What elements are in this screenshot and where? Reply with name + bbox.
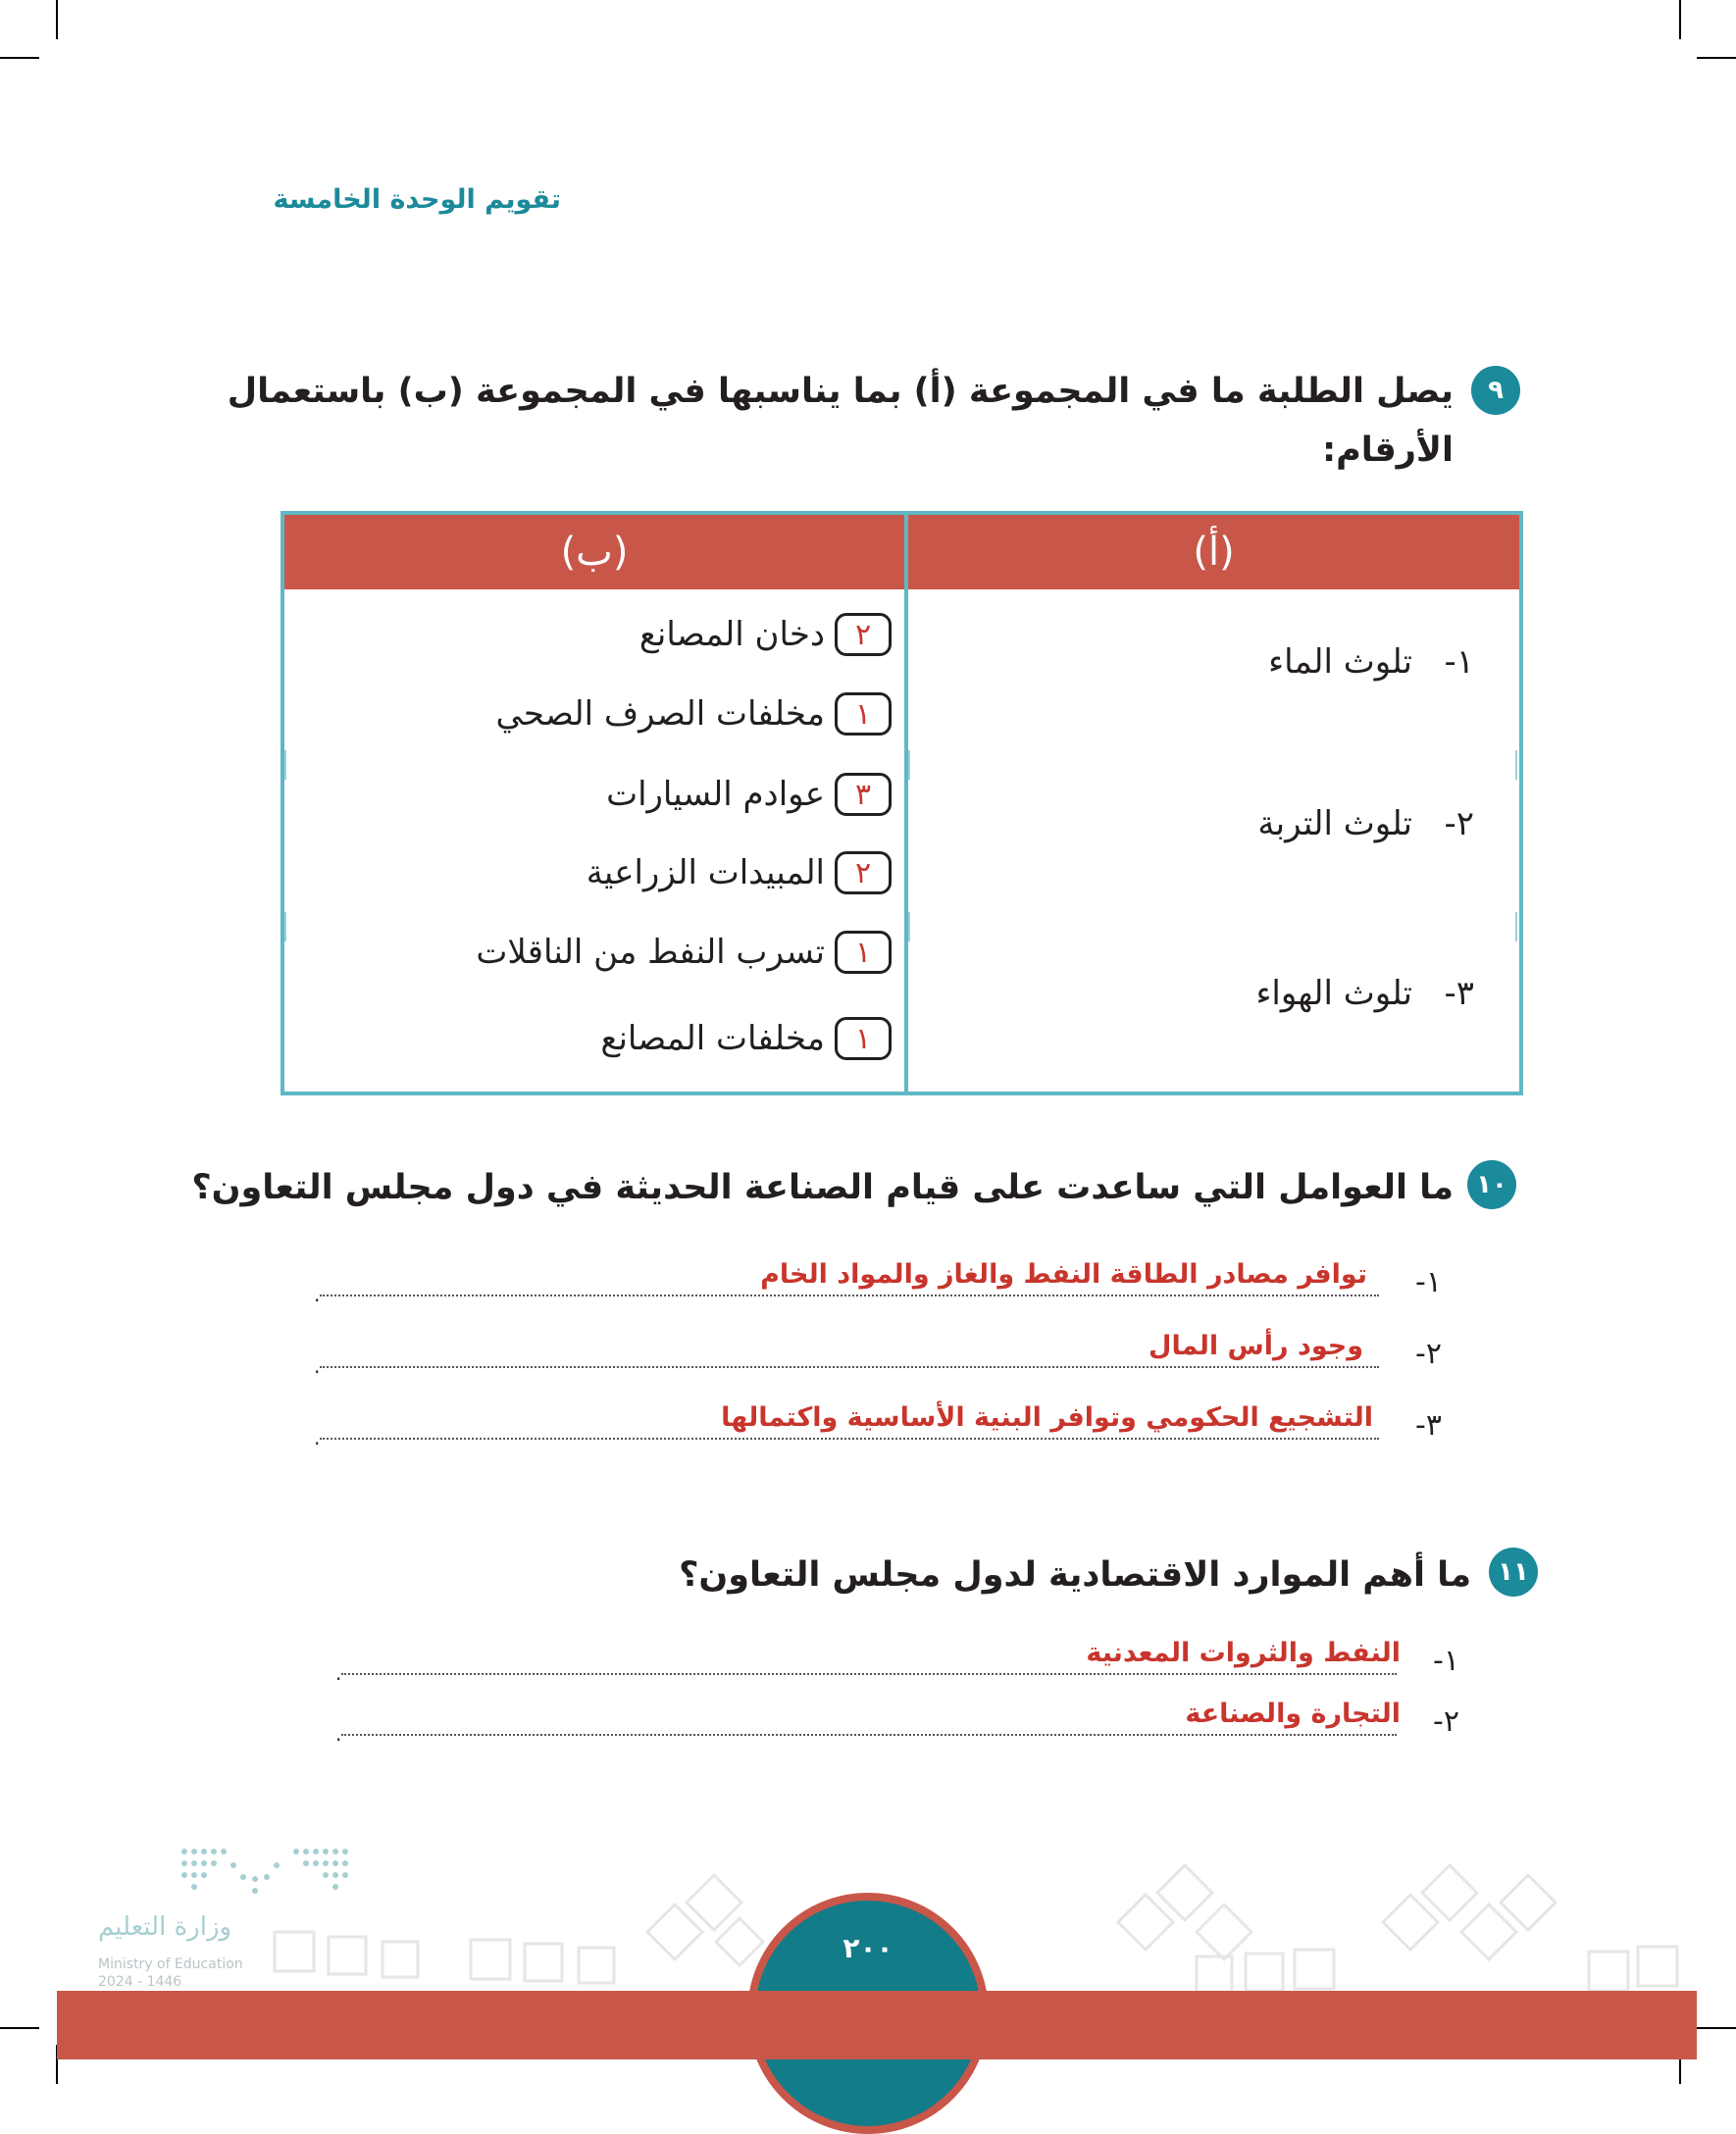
q10-answer-1: ١- توافر مصادر الطاقة النفط والغاز والمواد الخام . <box>314 1259 1442 1306</box>
answer-box[interactable]: ٢ <box>835 851 892 894</box>
col-b-item: ٣ عوادم السيارات <box>606 773 892 816</box>
table-header <box>284 515 1519 589</box>
separator-tick <box>1515 912 1517 941</box>
q11-answer-2: ٢- التجارة والصناعة . <box>335 1699 1459 1746</box>
footer-bar <box>57 1991 1697 2059</box>
answer-box[interactable]: ١ <box>835 692 892 736</box>
crop-mark <box>0 2027 39 2029</box>
answer-line <box>341 1734 1397 1736</box>
col-b-item: ١ مخلفات المصانع <box>600 1017 892 1060</box>
col-a-header: (أ) <box>1193 530 1235 575</box>
ministry-logo-dots <box>179 1844 355 1898</box>
column-divider <box>904 515 908 1092</box>
separator-tick <box>908 912 910 941</box>
question-9-line1: يصل الطلبة ما في المجموعة (أ) بما يناسبها في المجموعة (ب) باستعمال <box>227 372 1454 411</box>
col-a-item: ٣- تلوث الهواء <box>1255 974 1474 1013</box>
q10-answer-2: ٢- وجود رأس المال . <box>314 1331 1442 1378</box>
separator-tick <box>284 750 286 780</box>
q11-answer-1: ١- النفط والثروات المعدنية . <box>335 1638 1459 1685</box>
question-10-text: ما العوامل التي ساعدت على قيام الصناعة الحديثة في دول مجلس التعاون؟ <box>191 1168 1454 1207</box>
col-a-item: ٢- تلوث التربة <box>1257 804 1474 843</box>
separator-tick <box>284 912 286 941</box>
separator-tick <box>908 750 910 780</box>
answer-line <box>320 1438 1379 1440</box>
answer-box[interactable]: ٣ <box>835 773 892 816</box>
page-header: تقويم الوحدة الخامسة <box>273 184 561 215</box>
col-b-item: ٢ المبيدات الزراعية <box>587 851 892 894</box>
answer-text[interactable]: توافر مصادر الطاقة النفط والغاز والمواد الخام <box>760 1259 1367 1290</box>
question-11-number: ١١ <box>1489 1548 1538 1597</box>
col-b-item: ١ تسرب النفط من الناقلات <box>476 931 892 974</box>
crop-mark <box>56 0 58 39</box>
separator-tick <box>1515 750 1517 780</box>
col-a-item: ١- تلوث الماء <box>1268 642 1474 682</box>
crop-mark <box>0 57 39 59</box>
answer-line <box>320 1366 1379 1368</box>
question-9-line2: الأرقام: <box>1322 431 1454 470</box>
question-9-number: ٩ <box>1471 366 1520 415</box>
answer-text[interactable]: النفط والثروات المعدنية <box>1086 1638 1401 1668</box>
ministry-logo-arabic: وزارة التعليم <box>98 1912 232 1942</box>
q10-answer-3: ٣- التشجيع الحكومي وتوافر البنية الأساسية واكتمالها . <box>314 1402 1442 1449</box>
answer-box[interactable]: ٢ <box>835 613 892 656</box>
matching-table <box>281 511 1523 1095</box>
answer-text[interactable]: التشجيع الحكومي وتوافر البنية الأساسية واكتمالها <box>721 1402 1373 1433</box>
answer-box[interactable]: ١ <box>835 931 892 974</box>
answer-box[interactable]: ١ <box>835 1017 892 1060</box>
answer-line <box>320 1295 1379 1296</box>
ministry-logo-year: 2024 - 1446 <box>98 1974 182 1990</box>
answer-text[interactable]: وجود رأس المال <box>1149 1331 1363 1361</box>
col-b-item: ٢ دخان المصانع <box>639 613 892 656</box>
crop-mark <box>1679 0 1681 39</box>
answer-line <box>341 1673 1397 1675</box>
answer-text[interactable]: التجارة والصناعة <box>1185 1699 1401 1729</box>
question-10-number: ١٠ <box>1467 1160 1516 1209</box>
crop-mark <box>1697 57 1736 59</box>
col-b-header: (ب) <box>560 530 629 575</box>
page-number: ٢٠٠ <box>842 1932 894 1964</box>
ministry-logo-english: Ministry of Education <box>98 1956 243 1972</box>
crop-mark <box>1697 2027 1736 2029</box>
col-b-item: ١ مخلفات الصرف الصحي <box>496 692 892 736</box>
question-11-text: ما أهم الموارد الاقتصادية لدول مجلس التعاون؟ <box>679 1555 1471 1595</box>
